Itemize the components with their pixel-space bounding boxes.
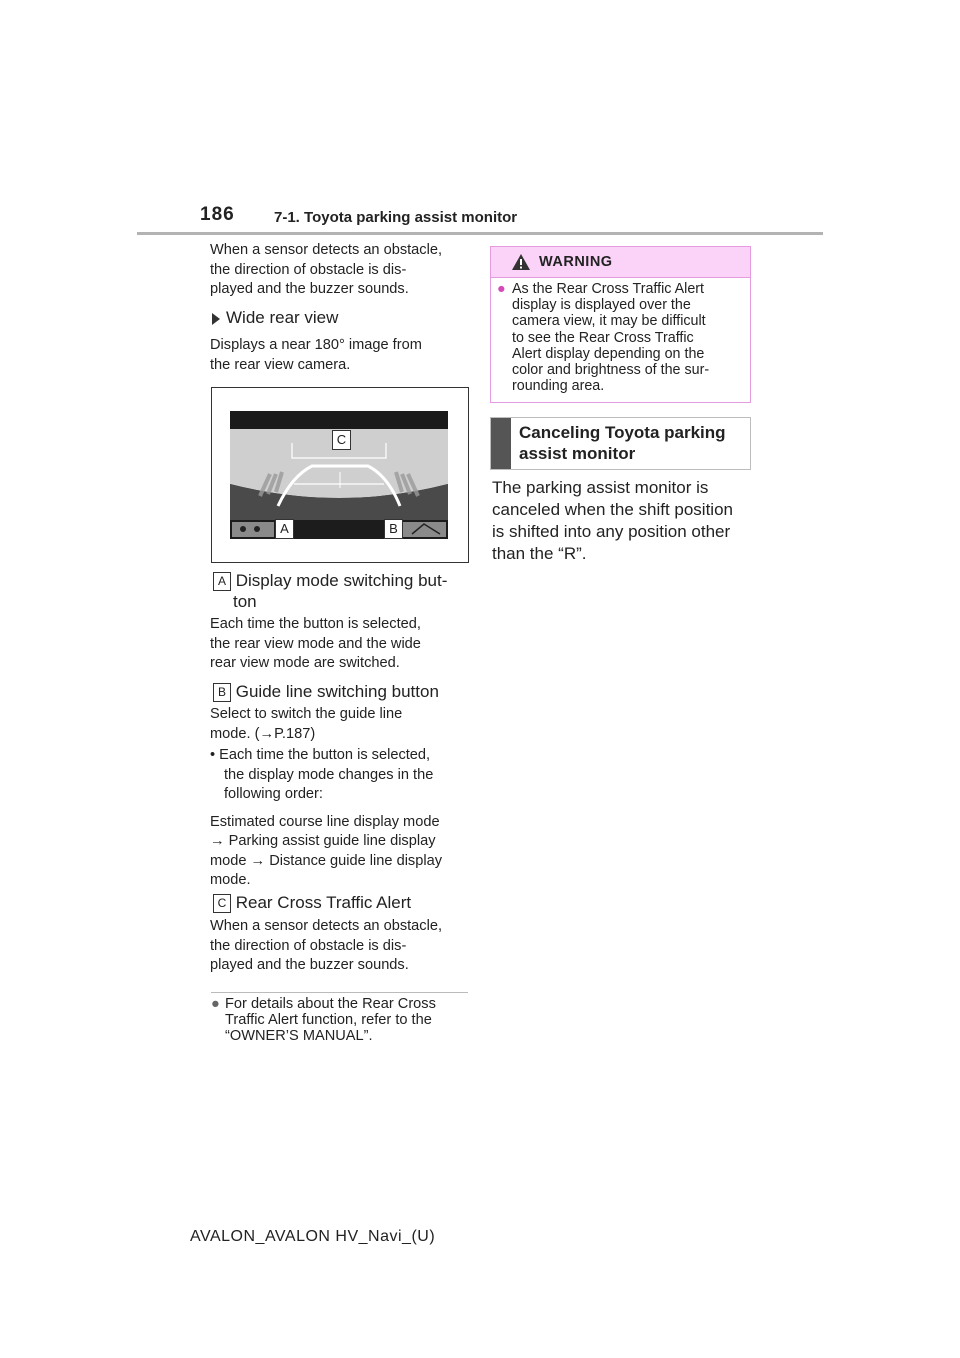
label-box-b: B: [213, 683, 231, 702]
camera-view-svg: [212, 388, 468, 562]
intro-text: [210, 241, 442, 300]
wide-rear-view-title: Wide rear view: [226, 308, 339, 327]
warning-line: color and brightness of the sur-: [512, 362, 710, 379]
screen-label-a: A: [275, 519, 294, 539]
warning-line: to see the Rear Cross Traffic: [512, 329, 694, 346]
warning-body: [491, 278, 750, 394]
body-line: canceled when the shift position: [492, 500, 733, 519]
note: [211, 996, 436, 1044]
body-line: than the “R”.: [492, 544, 587, 563]
bullet-line: • Each time the button is selected,: [210, 747, 431, 763]
desc-line: mode. (→P.187): [210, 725, 316, 742]
heading-line: assist monitor: [519, 444, 636, 463]
bullet-line: the display mode changes in the: [224, 766, 434, 783]
label-box-a: A: [213, 572, 231, 591]
desc-line: the direction of obstacle is dis-: [210, 937, 407, 954]
page-number: 186: [200, 204, 235, 225]
warning-line: camera view, it may be difficult: [512, 313, 706, 330]
item-c-desc: [210, 917, 442, 976]
warning-header: [491, 247, 750, 278]
intro-line: When a sensor detects an obstacle,: [210, 242, 443, 258]
order-line: mode → Distance guide line display: [210, 852, 443, 869]
heading-bar: [491, 418, 511, 469]
desc-line: the rear view camera.: [210, 356, 351, 373]
note-line: For details about the Rear Cross: [225, 996, 436, 1012]
item-title: Rear Cross Traffic Alert: [235, 893, 412, 912]
desc-line: Select to switch the guide line: [210, 706, 403, 722]
intro-line: the direction of obstacle is dis-: [210, 261, 407, 278]
item-a-heading: [213, 570, 447, 612]
item-title: Display mode switching but-: [235, 571, 448, 590]
warning-triangle-icon: [511, 253, 531, 271]
note-line: “OWNER’S MANUAL”.: [225, 1028, 373, 1044]
warning-box: [490, 246, 751, 403]
desc-line: Displays a near 180° image from: [210, 337, 422, 353]
screen-label-b: B: [384, 519, 403, 539]
camera-screen-illustration: [211, 387, 469, 563]
warning-line: rounding area.: [512, 378, 605, 395]
section-title: 7-1. Toyota parking assist monitor: [274, 209, 518, 226]
item-c-heading: [213, 892, 411, 913]
order-line: mode.: [210, 872, 251, 888]
footer-model-code: AVALON_AVALON HV_Navi_(U): [190, 1228, 436, 1245]
label-box-c: C: [213, 894, 231, 913]
triangle-bullet-icon: [212, 313, 220, 325]
desc-line: Each time the button is selected,: [210, 616, 421, 632]
desc-line: the rear view mode and the wide: [210, 635, 421, 652]
order-line: → Parking assist guide line display: [210, 833, 436, 849]
item-title: Guide line switching button: [235, 682, 439, 701]
header-rule: [137, 232, 823, 235]
canceling-heading: [519, 422, 726, 464]
note-divider: [211, 992, 468, 993]
desc-line: played and the buzzer sounds.: [210, 957, 409, 973]
item-b-heading: [213, 681, 439, 702]
intro-line: played and the buzzer sounds.: [210, 281, 409, 297]
heading-line: Canceling Toyota parking: [519, 423, 726, 442]
bullet-line: following order:: [224, 786, 323, 802]
warning-bullet-icon: ●: [497, 281, 506, 297]
order-line: Estimated course line display mode: [210, 813, 440, 830]
warning-line: display is displayed over the: [512, 297, 691, 314]
warning-line: Alert display depending on the: [512, 345, 705, 362]
item-title: ton: [233, 592, 257, 612]
wide-rear-view-desc: [210, 336, 422, 375]
body-line: The parking assist monitor is: [492, 478, 709, 497]
canceling-heading-box: [490, 417, 751, 470]
item-b-desc: [210, 705, 442, 891]
canceling-body: [492, 477, 733, 565]
note-line: Traffic Alert function, refer to the: [225, 1012, 432, 1028]
wide-rear-view-heading: [212, 307, 338, 328]
item-a-desc: [210, 615, 421, 674]
screen-label-c: C: [332, 430, 351, 450]
warning-title: WARNING: [539, 254, 613, 270]
body-line: is shifted into any position other: [492, 522, 731, 541]
note-bullet-icon: ●: [211, 996, 220, 1012]
desc-line: rear view mode are switched.: [210, 655, 400, 671]
warning-line: As the Rear Cross Traffic Alert: [512, 281, 705, 297]
desc-line: When a sensor detects an obstacle,: [210, 918, 443, 934]
